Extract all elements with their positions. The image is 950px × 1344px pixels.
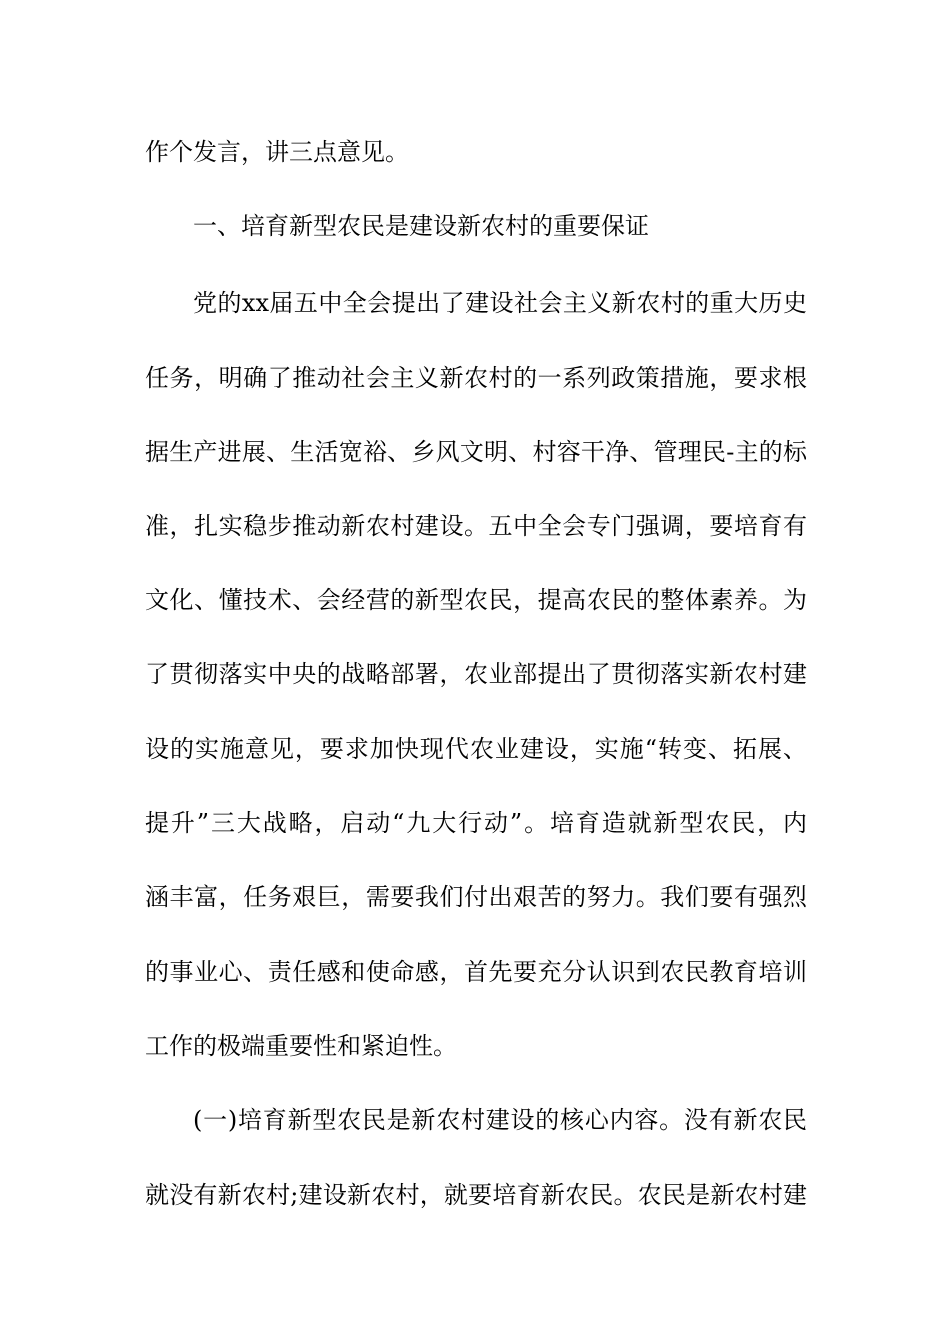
paragraph-1-line-10: 的事业心、责任感和使命感，首先要充分认识到农民教育培训	[145, 958, 807, 986]
paragraph-1-line-5: 文化、懂技术、会经营的新型农民，提高农民的整体素养。为	[145, 586, 807, 614]
paragraph-2-line-2: 就没有新农村;建设新农村，就要培育新农民。农民是新农村建	[145, 1181, 807, 1209]
paragraph-1-line-7: 设的实施意见，要求加快现代农业建设，实施“转变、拓展、	[145, 735, 807, 763]
paragraph-1-line-2: 任务，明确了推动社会主义新农村的一系列政策措施，要求根	[145, 364, 807, 392]
paragraph-1-line-11: 工作的极端重要性和紧迫性。	[145, 1032, 457, 1060]
paragraph-1-line-4: 准，扎实稳步推动新农村建设。五中全会专门强调，要培育有	[145, 512, 807, 540]
paragraph-1-line-9: 涵丰富，任务艰巨，需要我们付出艰苦的努力。我们要有强烈	[145, 883, 807, 911]
paragraph-1-line-1: 党的xx届五中全会提出了建设社会主义新农村的重大历史	[193, 289, 807, 317]
paragraph-1-line-6: 了贯彻落实中央的战略部署，农业部提出了贯彻落实新农村建	[145, 660, 807, 688]
section-heading-1: 一、培育新型农民是建设新农村的重要保证	[193, 212, 649, 240]
text-line-closing-intro: 作个发言，讲三点意见。	[145, 138, 409, 166]
paragraph-1-line-8: 提升”三大战略，启动“九大行动”。培育造就新型农民，内	[145, 809, 807, 837]
paragraph-1-line-3: 据生产进展、生活宽裕、乡风文明、村容干净、管理民-主的标	[145, 438, 807, 466]
paragraph-2-line-1: (一)培育新型农民是新农村建设的核心内容。没有新农民	[193, 1106, 807, 1134]
